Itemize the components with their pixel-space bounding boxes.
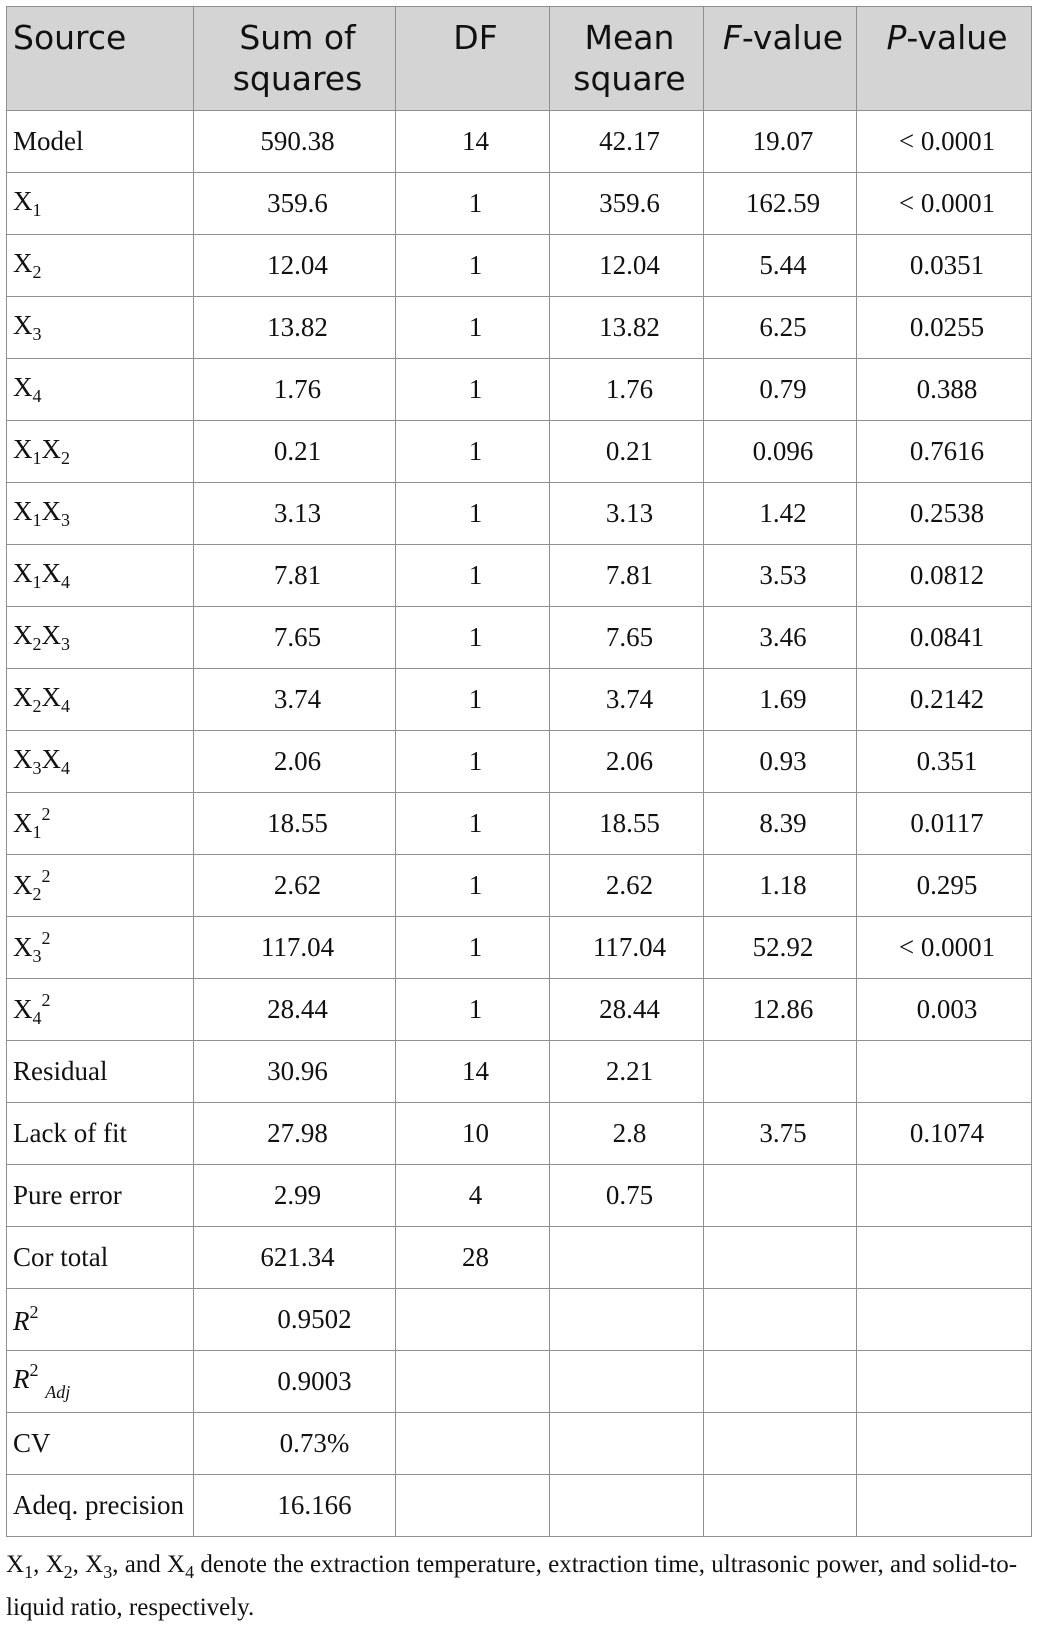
table-row xyxy=(7,483,1032,545)
f-value-cell: 5.44 xyxy=(704,235,857,297)
p-value-cell: 0.2538 xyxy=(857,483,1032,545)
source-cell: Model xyxy=(7,111,194,173)
sum-of-squares-cell: 18.55 xyxy=(194,793,396,855)
table-row xyxy=(7,297,1032,359)
sum-of-squares-cell: 590.38 xyxy=(194,111,396,173)
source-cell: $X_1X_4$ xyxy=(7,545,194,607)
table-row xyxy=(7,607,1032,669)
stat-label-cell: Adeq. precision xyxy=(7,1475,194,1537)
stat-row xyxy=(7,1351,1032,1413)
header-df: DF xyxy=(396,7,550,111)
p-value-cell: 0.295 xyxy=(857,855,1032,917)
p-value-cell: 0.0117 xyxy=(857,793,1032,855)
p-value-cell xyxy=(857,1165,1032,1227)
mean-square-cell: 2.62 xyxy=(550,855,704,917)
sum-of-squares-cell: 1.76 xyxy=(194,359,396,421)
p-value-cell: 0.351 xyxy=(857,731,1032,793)
df-cell: 1 xyxy=(396,545,550,607)
df-cell: 1 xyxy=(396,421,550,483)
df-cell: 1 xyxy=(396,731,550,793)
header-mean-square: Mean square xyxy=(550,7,704,111)
f-value-cell: 162.59 xyxy=(704,173,857,235)
f-value-cell: 3.46 xyxy=(704,607,857,669)
mean-square-cell: 3.13 xyxy=(550,483,704,545)
mean-square-cell: 2.21 xyxy=(550,1041,704,1103)
empty-cell xyxy=(550,1289,704,1351)
header-sum-of-squares: Sum of squares xyxy=(194,7,396,111)
table-row xyxy=(7,979,1032,1041)
stat-label-cell: $R^2$ xyxy=(7,1289,194,1351)
f-value-cell: 19.07 xyxy=(704,111,857,173)
stat-label-cell: $R^2$ $_{Adj}$ xyxy=(7,1351,194,1413)
df-cell: 1 xyxy=(396,793,550,855)
empty-cell xyxy=(396,1413,550,1475)
table-row xyxy=(7,359,1032,421)
stat-row xyxy=(7,1475,1032,1537)
sum-of-squares-cell: 30.96 xyxy=(194,1041,396,1103)
sum-of-squares-cell: 0.21 xyxy=(194,421,396,483)
f-value-cell xyxy=(704,1165,857,1227)
sum-of-squares-cell: 3.13 xyxy=(194,483,396,545)
mean-square-cell: 0.75 xyxy=(550,1165,704,1227)
source-cell: $X_1^2$ xyxy=(7,793,194,855)
table-row xyxy=(7,421,1032,483)
empty-cell xyxy=(396,1351,550,1413)
p-value-cell: < 0.0001 xyxy=(857,917,1032,979)
source-cell: $X_4$ xyxy=(7,359,194,421)
source-cell: $X_2$ xyxy=(7,235,194,297)
f-value-cell: 1.42 xyxy=(704,483,857,545)
sum-of-squares-cell: 7.65 xyxy=(194,607,396,669)
df-cell: 1 xyxy=(396,855,550,917)
df-cell: 1 xyxy=(396,669,550,731)
sum-of-squares-cell: 28.44 xyxy=(194,979,396,1041)
empty-cell xyxy=(857,1289,1032,1351)
mean-square-cell: 3.74 xyxy=(550,669,704,731)
df-cell: 4 xyxy=(396,1165,550,1227)
source-cell: $X_3$ xyxy=(7,297,194,359)
empty-cell xyxy=(396,1475,550,1537)
table-row xyxy=(7,1165,1032,1227)
stat-value-cell: 0.9003 xyxy=(194,1351,396,1413)
table-header-row xyxy=(7,7,1032,111)
sum-of-squares-cell: 2.99 xyxy=(194,1165,396,1227)
p-value-cell: 0.388 xyxy=(857,359,1032,421)
mean-square-cell: 7.65 xyxy=(550,607,704,669)
f-value-cell xyxy=(704,1227,857,1289)
mean-square-cell: 7.81 xyxy=(550,545,704,607)
source-cell: $X_3X_4$ xyxy=(7,731,194,793)
empty-cell xyxy=(704,1413,857,1475)
p-value-cell: < 0.0001 xyxy=(857,173,1032,235)
sum-of-squares-cell: 27.98 xyxy=(194,1103,396,1165)
empty-cell xyxy=(550,1413,704,1475)
empty-cell xyxy=(550,1475,704,1537)
source-cell: $X_2X_3$ xyxy=(7,607,194,669)
df-cell: 14 xyxy=(396,1041,550,1103)
source-cell: Lack of fit xyxy=(7,1103,194,1165)
f-value-cell: 0.79 xyxy=(704,359,857,421)
source-cell: $X_4^2$ xyxy=(7,979,194,1041)
sum-of-squares-cell: 359.6 xyxy=(194,173,396,235)
sum-of-squares-cell: 2.06 xyxy=(194,731,396,793)
df-cell: 28 xyxy=(396,1227,550,1289)
p-value-cell: 0.0351 xyxy=(857,235,1032,297)
stat-value-cell: 16.166 xyxy=(194,1475,396,1537)
f-value-cell: 0.93 xyxy=(704,731,857,793)
table-row xyxy=(7,793,1032,855)
empty-cell xyxy=(857,1351,1032,1413)
source-cell: $X_1$ xyxy=(7,173,194,235)
source-cell: $X_1X_3$ xyxy=(7,483,194,545)
sum-of-squares-cell: 7.81 xyxy=(194,545,396,607)
mean-square-cell: 18.55 xyxy=(550,793,704,855)
df-cell: 1 xyxy=(396,979,550,1041)
empty-cell xyxy=(857,1475,1032,1537)
stat-label-cell: CV xyxy=(7,1413,194,1475)
source-cell: Cor total xyxy=(7,1227,194,1289)
f-value-cell: 1.18 xyxy=(704,855,857,917)
header-source: Source xyxy=(7,7,194,111)
table-row xyxy=(7,1227,1032,1289)
sum-of-squares-cell: 3.74 xyxy=(194,669,396,731)
source-cell: Pure error xyxy=(7,1165,194,1227)
source-cell: Residual xyxy=(7,1041,194,1103)
stat-value-cell: 0.73% xyxy=(194,1413,396,1475)
table-footnote: $X_1$, $X_2$, $X_3$, and $X_4$ denote the extraction temperature, extraction time, ultrasonic power, and solid-to-liquid ratio, respectively. xyxy=(6,1551,1018,1621)
sum-of-squares-cell: 117.04 xyxy=(194,917,396,979)
source-cell: $X_3^2$ xyxy=(7,917,194,979)
table-row xyxy=(7,235,1032,297)
p-value-cell xyxy=(857,1227,1032,1289)
stat-row xyxy=(7,1413,1032,1475)
source-cell: $X_1X_2$ xyxy=(7,421,194,483)
df-cell: 1 xyxy=(396,483,550,545)
stat-row xyxy=(7,1289,1032,1351)
f-value-cell: 0.096 xyxy=(704,421,857,483)
table-row xyxy=(7,669,1032,731)
df-cell: 10 xyxy=(396,1103,550,1165)
table-row xyxy=(7,917,1032,979)
p-value-cell: 0.0841 xyxy=(857,607,1032,669)
table-row xyxy=(7,111,1032,173)
sum-of-squares-cell: 13.82 xyxy=(194,297,396,359)
mean-square-cell: 42.17 xyxy=(550,111,704,173)
table-row xyxy=(7,731,1032,793)
anova-table xyxy=(6,6,1032,1537)
stat-value-cell: 0.9502 xyxy=(194,1289,396,1351)
mean-square-cell: 2.8 xyxy=(550,1103,704,1165)
sum-of-squares-cell: 2.62 xyxy=(194,855,396,917)
table-row xyxy=(7,173,1032,235)
df-cell: 1 xyxy=(396,297,550,359)
mean-square-cell xyxy=(550,1227,704,1289)
sum-of-squares-cell: 621.34 xyxy=(194,1227,396,1289)
mean-square-cell: 12.04 xyxy=(550,235,704,297)
header-p-value: P-value xyxy=(857,7,1032,111)
f-value-cell: 12.86 xyxy=(704,979,857,1041)
p-value-cell: < 0.0001 xyxy=(857,111,1032,173)
f-value-cell: 3.75 xyxy=(704,1103,857,1165)
sum-of-squares-cell: 12.04 xyxy=(194,235,396,297)
empty-cell xyxy=(704,1289,857,1351)
mean-square-cell: 28.44 xyxy=(550,979,704,1041)
p-value-cell: 0.2142 xyxy=(857,669,1032,731)
empty-cell xyxy=(396,1289,550,1351)
f-value-cell xyxy=(704,1041,857,1103)
p-value-cell xyxy=(857,1041,1032,1103)
mean-square-cell: 13.82 xyxy=(550,297,704,359)
f-value-cell: 3.53 xyxy=(704,545,857,607)
header-f-value: F-value xyxy=(704,7,857,111)
table-row xyxy=(7,1103,1032,1165)
df-cell: 1 xyxy=(396,607,550,669)
f-value-cell: 1.69 xyxy=(704,669,857,731)
df-cell: 1 xyxy=(396,917,550,979)
empty-cell xyxy=(704,1351,857,1413)
p-value-cell: 0.0255 xyxy=(857,297,1032,359)
source-cell: $X_2X_4$ xyxy=(7,669,194,731)
df-cell: 1 xyxy=(396,235,550,297)
table-row xyxy=(7,1041,1032,1103)
mean-square-cell: 1.76 xyxy=(550,359,704,421)
p-value-cell: 0.003 xyxy=(857,979,1032,1041)
f-value-cell: 8.39 xyxy=(704,793,857,855)
empty-cell xyxy=(857,1413,1032,1475)
table-row xyxy=(7,855,1032,917)
table-row xyxy=(7,545,1032,607)
df-cell: 1 xyxy=(396,173,550,235)
p-value-cell: 0.1074 xyxy=(857,1103,1032,1165)
df-cell: 1 xyxy=(396,359,550,421)
mean-square-cell: 117.04 xyxy=(550,917,704,979)
df-cell: 14 xyxy=(396,111,550,173)
f-value-cell: 6.25 xyxy=(704,297,857,359)
p-value-cell: 0.7616 xyxy=(857,421,1032,483)
mean-square-cell: 2.06 xyxy=(550,731,704,793)
source-cell: $X_2^2$ xyxy=(7,855,194,917)
empty-cell xyxy=(550,1351,704,1413)
p-value-cell: 0.0812 xyxy=(857,545,1032,607)
mean-square-cell: 359.6 xyxy=(550,173,704,235)
mean-square-cell: 0.21 xyxy=(550,421,704,483)
empty-cell xyxy=(704,1475,857,1537)
f-value-cell: 52.92 xyxy=(704,917,857,979)
